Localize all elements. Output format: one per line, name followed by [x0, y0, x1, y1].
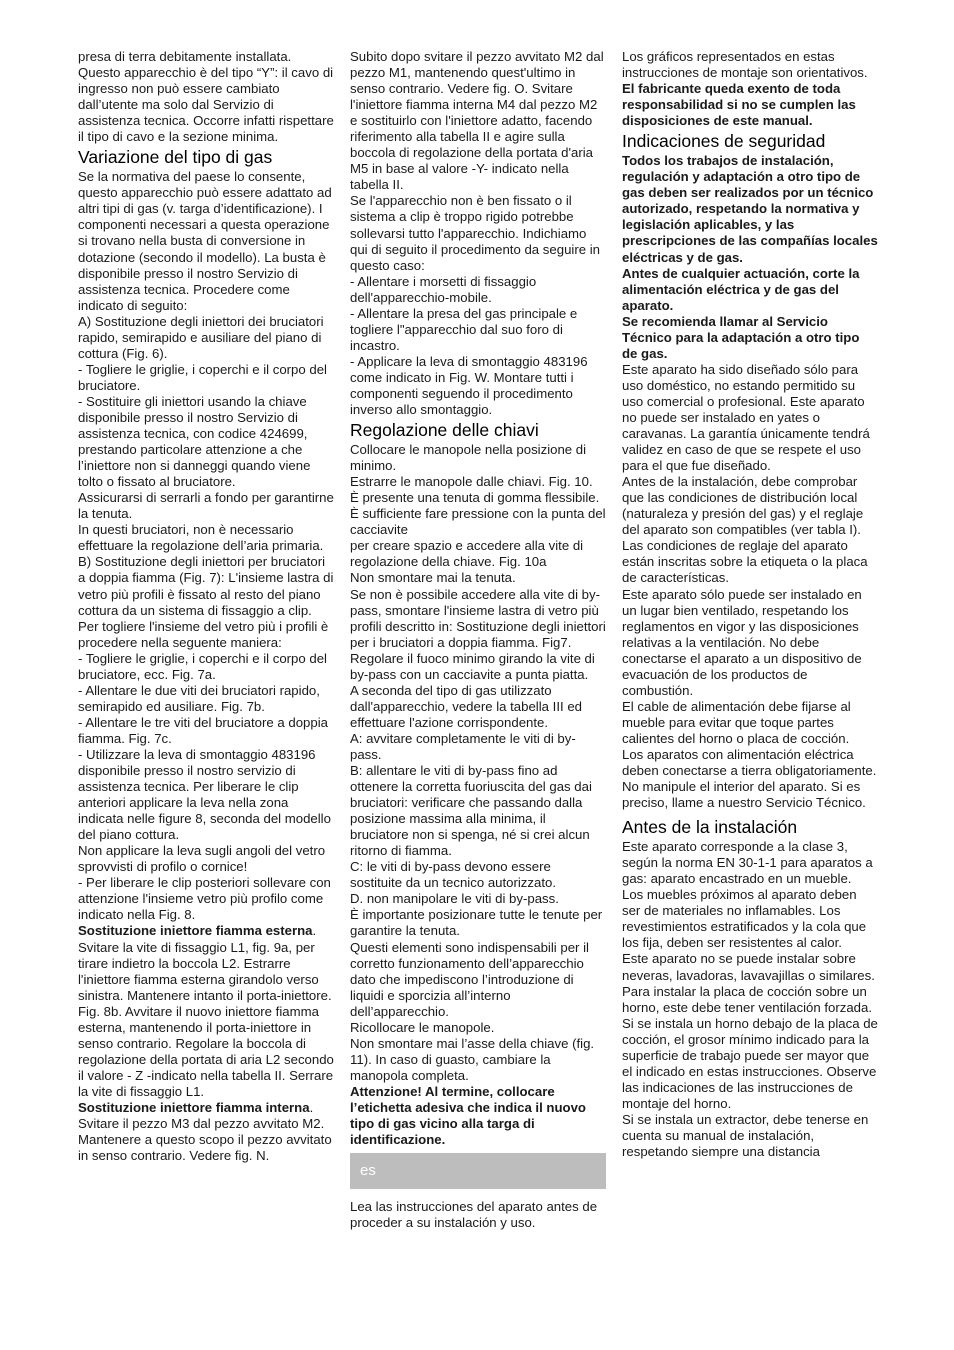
paragraph: È importante posizionare tutte le tenute per garantire la tenuta.	[350, 907, 603, 939]
paragraph	[78, 1100, 334, 1164]
paragraph: È presente una tenuta di gomma flessibile.	[350, 490, 600, 506]
paragraph: D. non manipolare le viti di by-pass.	[350, 891, 559, 907]
paragraph: Non smontare mai l’asse della chiave (fig. 11). In caso di guasto, cambiare la manopola completa.	[350, 1035, 595, 1083]
paragraph: Collocare le manopole nella posizione di minimo.	[350, 442, 587, 474]
paragraph: - Per liberare le clip posteriori sollevare con attenzione l'insieme vetro più profilo come indicato nella Fig. 8.	[78, 875, 331, 923]
bold-lead: Sostituzione iniettore fiamma interna	[78, 1100, 310, 1115]
paragraph: A: avvitare completamente le viti di by-pass.	[350, 730, 576, 762]
paragraph: Lea las instrucciones del aparato antes de proceder a su instalación y uso.	[350, 1199, 598, 1231]
paragraph: Este aparato corresponde a la clase 3, según la norma EN 30-1-1 para aparatos a gas: aparato encastrado en un mueble.	[622, 839, 873, 887]
paragraph: - Togliere le griglie, i coperchi e il corpo del bruciatore.	[78, 361, 327, 393]
bold-paragraph: El fabricante queda exento de toda responsabilidad si no se cumplen las disposiciones de este manual.	[622, 81, 856, 129]
paragraph: - Togliere le griglie, i coperchi e il corpo del bruciatore, ecc. Fig. 7a.	[78, 650, 327, 682]
paragraph: Non applicare la leva sugli angoli del vetro sprovvisti di profilo o cornice!	[78, 843, 326, 875]
paragraph: Questi elementi sono indispensabili per il corretto funzionamento dell’apparecchio dato che impediscono l’introduzione di liquidi e sporcizia all’interno dell’apparecchio.	[350, 939, 589, 1019]
paragraph: Los gráficos representados en estas instrucciones de montaje son orientativos.	[622, 49, 868, 81]
paragraph: Se l'apparecchio non è ben fissato o il sistema a clip è troppo rigido potrebbe sollevarsi tutto l'apparecchio. Indichiamo qui di seguito il procedimento da seguire in questo caso:	[350, 193, 600, 273]
paragraph: Estrarre le manopole dalle chiavi. Fig. 10.	[350, 474, 593, 490]
paragraph: A) Sostituzione degli iniettori dei bruciatori rapido, semirapido e ausiliare del piano di cottura (Fig. 6).	[78, 313, 324, 361]
paragraph: - Applicare la leva di smontaggio 483196 come indicato in Fig. W. Montare tutti i componenti seguendo il procedimento inverso allo smontaggio.	[350, 353, 588, 418]
paragraph: Assicurarsi di serrarli a fondo per garantirne la tenuta.	[78, 490, 334, 522]
paragraph: A seconda del tipo di gas utilizzato dall'apparecchio, vedere la tabella III ed effettuare l'azione corrispondente.	[350, 682, 582, 730]
paragraph: Este aparato no se puede instalar sobre neveras, lavadoras, lavavajillas o similares.	[622, 951, 875, 983]
paragraph: per creare spazio e accedere alla vite di regolazione della chiave. Fig. 10a	[350, 538, 584, 570]
column-left	[78, 49, 334, 1164]
paragraph: Se non è possibile accedere alla vite di by-pass, smontare l'insieme lastra di vetro più profili descritto in: Sostituzione degli iniettori per i bruciatori a doppia fiamma. Fig7.	[350, 586, 606, 650]
paragraph: B: allentare le viti di by-pass fino ad ottenere la corretta fuoriuscita del gas dai bruciatori: verificare che passando dalla posizione massima alla minima, il bruciatore non si spenga, né si crei alcun ritorno di fiamma.	[350, 763, 592, 859]
paragraph: Non smontare mai la tenuta.	[350, 570, 516, 586]
paragraph: Los muebles próximos al aparato deben ser de materiales no inflamables. Los revestimientos estratificados y la cola que los fija, deben ser resistentes al calor.	[622, 887, 867, 951]
section-heading-seguridad: Indicaciones de seguridad	[622, 131, 826, 152]
section-heading-antes-instalacion: Antes de la instalación	[622, 817, 798, 838]
paragraph: - Utilizzare la leva di smontaggio 483196 disponibile presso il nostro servizio di assistenza tecnica. Per liberare le clip anteriori applicare la leva nella zona indicata nelle figure 8, seconda del modello del piano cottura.	[78, 746, 331, 843]
paragraph: Ricollocare le manopole.	[350, 1019, 495, 1035]
paragraph	[78, 923, 334, 1100]
paragraph: Para instalar la placa de cocción sobre un horno, este debe tener ventilación forzada.	[622, 983, 872, 1015]
paragraph: - Sostituire gli iniettori usando la chiave disponibile presso il nostro Servizio di assistenza tecnica, con codice 424699, prestando particolare attenzione a che l’iniettore non si danneggi quando viene tolto o fissato al bruciatore.	[78, 393, 311, 490]
paragraph: No manipule el interior del aparato. Si es preciso, llame a nuestro Servicio Técnico.	[622, 779, 866, 811]
paragraph: Subito dopo svitare il pezzo avvitato M2 dal pezzo M1, mantenendo quest'ultimo in senso contrario. Vedere fig. O. Svitare l'iniettore fiamma interna M4 dal pezzo M2 e sostituirlo con l'iniettore adatto, facendo riferimento alla tabella II e agire sulla boccola di regolazione della portata d'aria M5 in base al valore -Y- indicato nella tabella II.	[350, 49, 604, 193]
paragraph: B) Sostituzione degli iniettori per bruciatori a doppia fiamma (Fig. 7): L'insieme lastra di vetro più profili è fissato al resto del piano cottura da un sistema di fissaggio a clip. Per togliere l'insieme del vetro più i profili è procedere nella seguente maniera:	[78, 554, 334, 650]
paragraph-text: . Svitare il pezzo M3 dal pezzo avvitato M2. Mantenere a questo scopo il pezzo avvitato in senso contrario. Vedere fig. N.	[78, 1100, 332, 1164]
paragraph: - Allentare le due viti dei bruciatori rapido, semirapido ed ausiliare. Fig. 7b.	[78, 682, 320, 714]
paragraph: Regolare il fuoco minimo girando la vite di by-pass con un cacciavite a punta piatta.	[350, 650, 595, 682]
paragraph-text: . Svitare la vite di fissaggio L1, fig. 9a, per tirare indietro la boccola L2. Estrarre l'iniettore fiamma esterna girandolo verso sinistra. Mantenere intanto il porta-iniettore. Fig. 8b. Avvitare il nuovo iniettore fiamma esterna, mantenendo il porta-iniettore in senso contrario. Regolare la boccola di regolazione della portata di aria L2 secondo il valore - Z -indicato nella tabella II. Serrare la vite di fissaggio L1.	[78, 923, 334, 1099]
column-right	[622, 49, 878, 1160]
paragraph: È sufficiente fare pressione con la punta del cacciavite	[350, 506, 606, 538]
paragraph: In questi bruciatori, non è necessario effettuare la regolazione dell’aria primaria.	[78, 522, 324, 554]
paragraph: Los aparatos con alimentación eléctrica deben conectarse a tierra obligatoriamente.	[622, 746, 877, 779]
paragraph: Este aparato ha sido diseñado sólo para uso doméstico, no estando permitido su uso comercial o profesional. Este aparato no puede ser instalado en yates o caravanas. La garantía únicamente tendrá validez en caso de que se respete el uso para el que fue diseñado.	[622, 361, 870, 474]
paragraph: Se la normativa del paese lo consente, questo apparecchio può essere adattato ad altri tipi di gas (v. targa d’identificazione). I componenti necessari a questa operazione si trovano nella busta di conversione in dotazione (secondo il modello). La busta è disponibile presso il nostro Servizio di assistenza tecnica. Procedere come indicato di seguito:	[78, 169, 332, 313]
paragraph: Este aparato sólo puede ser instalado en un lugar bien ventilado, respetando los reglamentos en vigor y las disposiciones relativas a la ventilación. No debe conectarse el aparato a un dispositivo de evacuación de los productos de combustión.	[622, 586, 862, 698]
paragraph: El cable de alimentación debe fijarse al mueble para evitar que toque partes calientes del horno o placa de cocción.	[622, 698, 851, 746]
bold-lead: Sostituzione iniettore fiamma esterna	[78, 923, 313, 939]
section-heading-variazione: Variazione del tipo di gas	[78, 147, 273, 168]
paragraph: presa di terra debitamente installata. Questo apparecchio è del tipo “Y”: il cavo di ingresso non può essere cambiato dall’utente ma solo dal Servizio di assistenza tecnica. Occorre infatti rispettare il tipo di cavo e la sezione minima.	[78, 49, 334, 145]
paragraph: - Allentare le tre viti del bruciatore a doppia fiamma. Fig. 7c.	[78, 714, 328, 746]
paragraph: Si se instala un extractor, debe tenerse en cuenta su manual de instalación, respetando siempre una distancia	[622, 1111, 869, 1160]
section-heading-regolazione: Regolazione delle chiavi	[350, 420, 539, 441]
bold-paragraph: Todos los trabajos de instalación, regulación y adaptación a otro tipo de gas deben ser realizados por un técnico autorizado, respetando la normativa y legislación aplicables, y las prescripciones de las compañías locales eléctricas y de gas.	[622, 153, 878, 265]
bold-paragraph: Antes de cualquier actuación, corte la alimentación eléctrica y de gas del aparato.	[622, 265, 860, 313]
paragraph: - Allentare la presa del gas principale e togliere l"apparecchio dal suo foro di incastro.	[350, 305, 578, 353]
bold-paragraph: Se recomienda llamar al Servicio Técnico para la adaptación a otro tipo de gas.	[622, 313, 860, 361]
paragraph: - Allentare i morsetti di fissaggio dell'apparecchio-mobile.	[350, 273, 537, 305]
paragraph: C: le viti di by-pass devono essere sostituite da un tecnico autorizzato.	[350, 859, 556, 891]
warning-paragraph: Attenzione! Al termine, collocare l’etichetta adesiva che indica il nuovo tipo di gas vicino alla targa di identificazione.	[350, 1083, 586, 1148]
language-bar-es: es	[350, 1153, 606, 1189]
paragraph: Antes de la instalación, debe comprobar que las condiciones de distribución local (naturaleza y presión del gas) y el reglaje del aparato son compatibles (ver tabla I). Las condiciones de reglaje del aparato están inscritas sobre la etiqueta o la placa de características.	[622, 474, 868, 586]
paragraph: Si se instala un horno debajo de la placa de cocción, el grosor mínimo indicado para la superficie de trabajo puede ser mayor que el indicado en estas instrucciones. Observe las indicaciones de las instrucciones de montaje del horno.	[622, 1015, 878, 1111]
column-middle	[350, 49, 606, 1231]
